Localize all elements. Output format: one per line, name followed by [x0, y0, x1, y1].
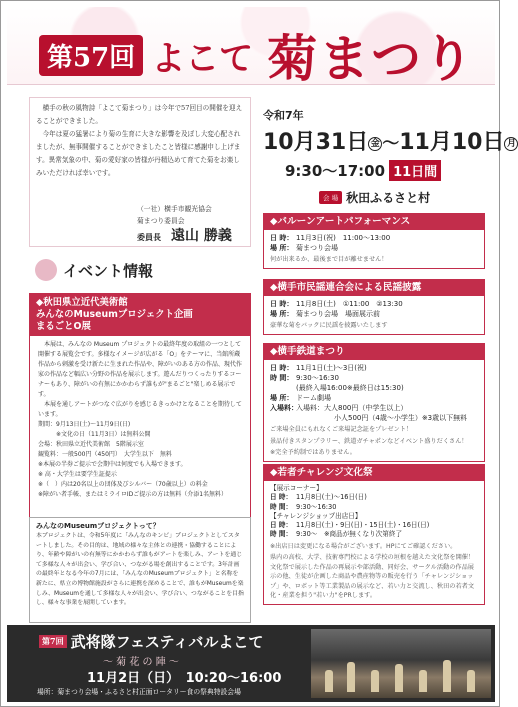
museum-detail: 会場：秋田県立近代美術館 5階展示室 [38, 441, 144, 448]
railway-date [270, 363, 478, 373]
balloon-title: ◆バルーンアートパフォーマンス [264, 214, 484, 230]
museum-title: みんなのMuseumプロジェクト企画 [36, 309, 193, 320]
field-label: 日 時： [270, 493, 293, 502]
date-tilde: ～ [382, 134, 400, 154]
duration-badge: 11日間 [389, 160, 441, 181]
railway-note: 景品付きスタンプラリー、鉄道ガチャポンなどイベント盛りだくさん！ [270, 437, 468, 445]
banner-place: 場所：菊まつり会場・ふるさと村正面ロータリー食の祭典特設会場 [37, 688, 241, 696]
field-label: 時 間： [270, 502, 293, 511]
warrior-figure [325, 670, 333, 692]
field-label: 場 所： [270, 244, 294, 252]
start-date: 10月31日 [263, 130, 369, 155]
banner-event-name: 武将隊フェスティバルよこて [70, 633, 264, 651]
museum-detail: ※文化の日（11月3日）は無料公開 [38, 431, 151, 438]
start-weekday: 金 [368, 137, 382, 151]
youth-exhibit-time [270, 503, 478, 512]
warrior-figure [467, 670, 475, 692]
minyo-body [264, 296, 484, 334]
field-value: 菊まつり会場 場面展示前 [296, 310, 380, 318]
header-banner [7, 7, 495, 88]
edition-badge: 第57回 [39, 35, 143, 76]
railway-fee-child: 小人500円（4歳～小学生）※3歳以下無料 [334, 414, 468, 422]
museum-detail: ※本展の半券ご提示で会期中は何度でも入場できます。 [38, 461, 187, 468]
chair-name: 遠山 勝義 [171, 228, 232, 244]
field-value: 菊まつり会場 [296, 244, 338, 252]
hours-line [263, 160, 487, 181]
balloon-datetime [270, 233, 478, 243]
railway-note: ご来場全員にもれなくご来場記念証をプレゼント！ [270, 426, 413, 433]
balloon-event [263, 213, 485, 269]
museum-header [30, 294, 250, 336]
minyo-note: 豪華な菊をバックに民謡を披露いたします [270, 322, 388, 329]
field-label: 入場料： [270, 404, 298, 412]
minyo-datetime [270, 299, 478, 309]
chairperson [137, 225, 232, 245]
greeting-paragraph: 今年は夏の猛暑により菊の生育に大きな影響を及ぼし大変心配されましたが、無事開催することができましたこと皆様に感謝申し上げます。異常気象の中、菊の愛好家の皆様が丹精込めて育てた菊をお楽しみいただければ幸いです。 [36, 130, 241, 177]
schedule-block [263, 107, 516, 206]
youth-exhibit-date [270, 493, 478, 502]
greeting-paragraph: 横手の秋の風物詩「よこて菊まつり」は今年で57回目の開催を迎えることができました。 [36, 104, 243, 125]
project-explainer [29, 517, 251, 623]
organizer [137, 203, 212, 227]
railway-place [270, 393, 478, 403]
field-value: 9:30～ ※商品が無くなり次第終了 [296, 530, 403, 539]
youth-body [264, 481, 484, 604]
event-info-title: イベント情報 [63, 261, 154, 280]
bushotai-banner [7, 625, 495, 702]
railway-event [263, 343, 485, 462]
museum-detail: 観覧料：一般500円（450円） 大学生以下 無料 [38, 451, 172, 458]
youth-event [263, 464, 485, 605]
title-main: 菊まつり [267, 29, 476, 88]
banner-subtitle: ～ 菊 花 の 陣 ～ [103, 657, 179, 668]
museum-body [30, 336, 250, 504]
venue-line [263, 187, 487, 206]
date-range [263, 125, 516, 156]
era-year: 令和7年 [263, 109, 304, 122]
museum-paragraph: 本展は、みんなの Museum プロジェクトの最終年度の取組の一つとして開催する展覧会です。多様なイメージが広がる「O」をテーマに、当館所蔵作品から刺激を受け新たに生まれた作品や、障がいのある方の作品、現代作家の作品など幅広い分野の作品を展示します。遊んだりつくったりするコーナーもあり、障がいの有無にかかわらず誰もが"まるごと"楽しめる展示です。 [38, 341, 242, 398]
field-value: 入場料：大人800円（中学生以上） [296, 404, 408, 412]
warrior-figure [395, 664, 403, 692]
venue-name: 秋田ふるさと村 [346, 191, 431, 205]
balloon-place [270, 243, 478, 253]
field-value: 9:30～16:30 [296, 374, 339, 382]
field-value: 11月8日(土)～16日(日) [296, 493, 367, 502]
end-date: 11月10日 [399, 130, 505, 155]
venue-label: 会 場 [319, 191, 342, 204]
explainer-heading: みんなのMuseumプロジェクトって？ [36, 522, 160, 530]
museum-detail: ※障がい者手帳、またはミライロIDご提示の方は無料（介添1名無料） [38, 491, 228, 498]
banner-title [39, 631, 263, 652]
field-value: 11月8日(土) ①11:00 ②13:30 [296, 300, 403, 308]
title-city: よこて [151, 38, 254, 79]
railway-fee [270, 403, 478, 413]
banner-edition: 第7回 [39, 635, 67, 648]
museum-title: ◆秋田県立近代美術館 [36, 297, 128, 308]
youth-title: ◆若者チャレンジ文化祭 [264, 465, 484, 481]
field-value: 11月1日(土)～3日(祝) [296, 364, 367, 372]
minyo-title: ◆横手市民謡連合会による民謡披露 [264, 280, 484, 296]
museum-title: まるごとO展 [36, 321, 91, 332]
railway-note: ※完全予約制ではありません。 [270, 449, 356, 456]
balloon-note: 何が出来るか、最後まで目が離せません！ [270, 256, 388, 263]
field-value: 11月8日(土)・9日(日)・15日(土)・16日(日) [296, 521, 430, 530]
warrior-figure [443, 660, 451, 692]
chrysanthemum-icon [35, 259, 57, 281]
field-value: 11月3日(祝) 11:00～13:00 [296, 234, 391, 242]
minyo-place [270, 309, 478, 319]
warriors-photo [311, 629, 491, 698]
field-label: 日 時： [270, 364, 294, 372]
museum-detail: ※（ ）内は20名以上の団体及びシルバー（70歳以上）の料金 [38, 481, 208, 488]
event-info-heading [35, 259, 251, 283]
youth-subheading: 【展示コーナー】 [270, 484, 323, 492]
field-value: 9:30～16:30 [296, 502, 337, 511]
balloon-body [264, 230, 484, 268]
field-label: 時 間： [270, 374, 294, 382]
banner-datetime: 11月2日（日） 10:20～16:00 [87, 671, 282, 686]
railway-time [270, 373, 478, 383]
chair-role: 委員長 [137, 232, 161, 242]
railway-title: ◆横手鉄道まつり [264, 344, 484, 360]
field-label: 日 時： [270, 234, 294, 242]
organizer-line: （一社）横手市観光協会 [137, 205, 212, 213]
end-weekday: 月 [504, 137, 518, 151]
minyo-event [263, 279, 485, 335]
field-label: 日 時： [270, 300, 294, 308]
youth-description: 県内の高校、大学、技術専門校による学校の垣根を越えた文化祭を開催！文化祭で展示した作品の再展示や部活動、同好会、サークル活動の作品展示の他、生徒が企画した商品や農産物等の販売を行う「チャレンジショップ」や、ロボット等工業製品の展示など、若い力と交流し、秋田の若者文化・産業を担う"若い力"をPRします。 [270, 554, 475, 600]
youth-note: ※出店日は変更になる場合がございます。HPにてご確認ください。 [270, 542, 457, 550]
museum-detail: ※ 高・大学生は要学生証提示 [38, 471, 117, 478]
warrior-figure [371, 670, 379, 692]
festival-title [39, 19, 475, 91]
museum-detail: 期間：9月13日(土)～11月9日(日) [38, 421, 131, 428]
railway-body [264, 360, 484, 461]
opening-hours: 9:30～17:00 [285, 162, 386, 180]
field-value: ドーム劇場 [296, 394, 331, 402]
railway-last-entry: (最終入場16:00※最終日は15:30) [296, 384, 404, 392]
youth-shop-time [270, 530, 478, 539]
warrior-figure [347, 662, 355, 692]
museum-paragraph: 本展を通しアートがつなぐ広がりを感じるきっかけとなることを期待しています。 [38, 401, 242, 418]
field-label: 時 間： [270, 530, 293, 539]
youth-subheading: 【チャレンジショップ出店日】 [270, 511, 362, 520]
field-label: 日 時： [270, 521, 293, 530]
explainer-body: 本プロジェクトは、令和5年度に「みんなのキンビ」プロジェクトとしてスタートしました。その目的は、地域の様々な主体との連携・協働することにより、年齢や障がいの有無等にかかわらず誰もがアートを楽しみ、アートを通じて多様な人々が出会い、学び合い、つながる場を創出することです。3年計画の最終年となる今年の7月には、「みんなのMuseumプロジェクト」と名称を新たに、県立の博物館施設がさらに連携を深めることで、誰もがMuseumを楽しみ、Museumを通して多様な人々が出会い、学び合い、つながることを目指し、様々な事業を展開しています。 [36, 533, 244, 607]
organizer-line: 菊まつり委員会 [137, 217, 185, 225]
field-label: 場 所： [270, 310, 294, 318]
warrior-figure [419, 670, 427, 692]
field-label: 場 所： [270, 394, 294, 402]
